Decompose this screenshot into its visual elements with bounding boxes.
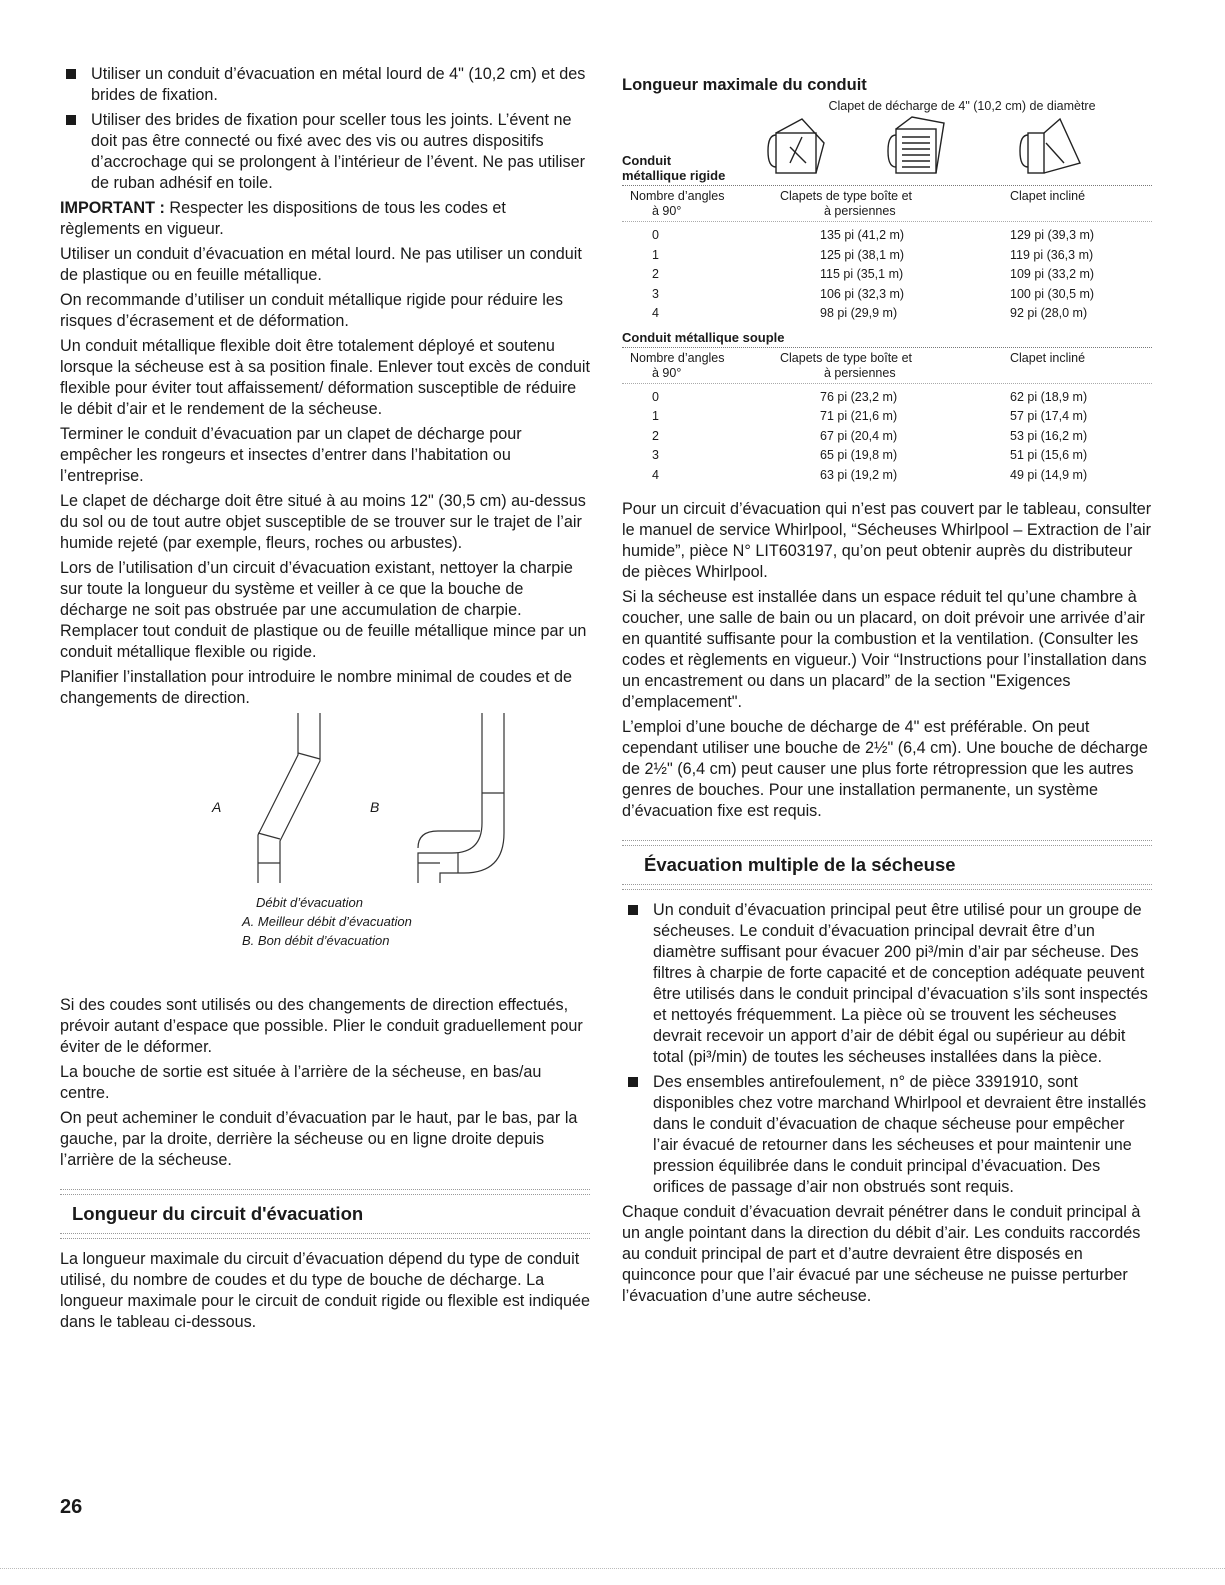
angled-hood-icon [1014,113,1094,185]
label-a: A [212,799,222,815]
bullet-clamps: Utiliser des brides de fixation pour sceller tous les joints. L’évent ne doit pas être connecté ou fixé avec des vis ou autres dispositifs d’accrochage qui se prolongent à l’intérieur de l’évent. Ne pas utiliser de ruban adhésif en toile. [60,110,590,194]
col-header-angled: Clapet incliné [1010,189,1086,203]
rigid-duct-label [622,153,725,183]
table-row: 4 98 pi (29,9 m) 92 pi (28,0 m) [652,306,1088,320]
important-lead: IMPORTANT : [60,199,165,217]
table-row: 3 106 pi (32,3 m) 100 pi (30,5 m) [652,286,1095,301]
rigid-rows [622,221,1152,324]
paragraph: Planifier l’installation pour introduire le nombre minimal de coudes et de changements de direction. [60,668,572,707]
clapet-caption: Clapet de décharge de 4" (10,2 cm) de diamètre [828,99,1096,113]
table-row: 1 71 pi (21,6 m) 57 pi (17,4 m) [652,409,1088,423]
paragraph: Utiliser un conduit d’évacuation en métal lourd. Ne pas utiliser un conduit de plastique ou en feuille métallique. [60,245,582,284]
section-rule [622,884,1152,890]
section-rule [60,1233,590,1239]
rigid-label-line1: Conduit [622,153,672,168]
flexible-duct-label: Conduit métallique souple [622,329,785,345]
table-row: 0 76 pi (23,2 m) 62 pi (18,9 m) [652,389,1088,404]
table-row: 0 135 pi (41,2 m) 129 pi (39,3 m) [652,228,1095,242]
paragraph: Chaque conduit d’évacuation devrait pénétrer dans le conduit principal à un angle pointant dans la direction du débit d’air. Les conduits raccordés au conduit principal de part et d’autre devraient être disposés en quinconce pour que l’air évacué par une sécheuse ne puisse perturber l’évacuation d’une autre sécheuse. [622,1203,1141,1305]
col-header-elbows: Nombre d’angles à 90° [630,189,725,218]
figure-caption-b: B. Bon débit d’évacuation [242,933,390,948]
paragraph: On peut acheminer le conduit d’évacuation par le haut, par le bas, par la gauche, par la droite, derrière la sécheuse ou en ligne droite depuis l’arrière de la sécheuse. [60,1109,578,1169]
table-header-row [622,348,1152,383]
important-note [60,198,590,240]
paragraph: Pour un circuit d’évacuation qui n’est pas couvert par le tableau, consulter le manuel de service Whirlpool, “Sécheuses Whirlpool – Extraction de l’air humide”, pièce N° LIT603197, qu’on peut obtenir auprès du distributeur de pièces Whirlpool. [622,500,1152,581]
figure-title: Débit d’évacuation [256,895,363,910]
table-row: 3 65 pi (19,8 m) 51 pi (15,6 m) [652,448,1088,462]
paragraph: Le clapet de décharge doit être situé à au moins 12" (30,5 cm) au-dessus du sol ou de tout autre objet susceptible de se trouver sur le trajet de l’air humide rejeté (par exemple, fleurs, roches ou arbustes). [60,492,586,552]
left-column [60,64,590,1337]
paragraph: Si la sécheuse est installée dans un espace réduit tel qu’une chambre à coucher, une salle de bain ou un placard, on doit prévoir une arrivée d’air en quantité suffisante pour la combustion et la ventilation. (Consulter les codes et règlements en vigueur.) Voir “Instructions pour l’installation dans un encastrement ou dans un placard” de la section "Exigences d’emplacement". [622,588,1147,711]
bullet-backdraft-kits: Des ensembles antirefoulement, n° de pièce 3391910, sont disponibles chez votre marchand Whirlpool et devraient être installés dans le conduit d’évacuation de chaque sécheuse pour empêcher l’air évacué de retourner dans les sécheuses et pour maintenir une pression équilibrée dans le conduit principal d’évacuation. Des orifices de passage d’air non obstrués sont requis. [622,1072,1152,1198]
bullet-main-duct: Un conduit d’évacuation principal peut être utilisé pour un groupe de sécheuses. Le conduit d’évacuation principal devrait être d’un diamètre suffisant pour évacuer 200 pi³/min d’air par sécheuse. Des filtres à charpie de forte capacité et de conception adéquate peuvent être utilisés dans le conduit principal d’évacuation s’ils sont inspectés et nettoyés fréquemment. La pièce où se trouvent les sécheuses devrait recevoir un apport d’air de débit égal ou supérieur au débit total (pi³/min) de toutes les sécheuses installées dans la pièce. [622,900,1152,1068]
col-header-box-louvered: Clapets de type boîte et à persiennes [780,189,913,218]
paragraph: La longueur maximale du circuit d’évacuation dépend du type de conduit utilisé, du nombre de coudes et du type de bouche de décharge. La longueur maximale pour le circuit de conduit rigide ou flexible est indiquée dans le tableau ci-dessous. [60,1250,590,1331]
rigid-duct-table [622,186,1152,324]
bottom-rule [0,1568,1225,1569]
section-title-vent-length: Longueur du circuit d'évacuation [72,1203,364,1224]
table-row: 2 115 pi (35,1 m) 109 pi (33,2 m) [652,267,1095,281]
table-row: 4 63 pi (19,2 m) 49 pi (14,9 m) [652,467,1088,482]
bullet-heavy-metal-duct: Utiliser un conduit d’évacuation en métal lourd de 4" (10,2 cm) et des brides de fixation. [60,64,590,106]
paragraph: Lors de l’utilisation d’un circuit d’évacuation existant, nettoyer la charpie sur toute la longueur du système et veiller à ce que la bouche de décharge ne soit pas obstruée par une accumulation de charpie. Remplacer tout conduit de plastique ou de feuille métallique mince par un conduit métallique flexible ou rigide. [60,559,587,661]
paragraph: Si des coudes sont utilisés ou des changements de direction effectués, prévoir autant d’espace que possible. Plier le conduit graduellement pour éviter de le déformer. [60,996,583,1056]
col-header-angled: Clapet incliné [1010,350,1086,365]
important-text: Respecter les dispositions de tous les codes et règlements en vigueur. [60,199,506,238]
table-heading: Longueur maximale du conduit [622,76,867,94]
section-title-multiple-exhaust: Évacuation multiple de la sécheuse [644,854,956,875]
page-number: 26 [60,1496,83,1518]
duct-diagram [180,713,520,888]
right-column [622,64,1152,1311]
rigid-label-line2: métallique rigide [622,168,726,183]
col-header-elbows: Nombre d’angles à 90° [630,350,725,380]
figure-caption-a: A. Meilleur débit d’évacuation [242,914,412,929]
exhaust-flow-figure [60,713,590,995]
table-row: 1 125 pi (38,1 m) 119 pi (36,3 m) [652,247,1094,262]
flexible-duct-table [622,348,1152,486]
paragraph: Un conduit métallique flexible doit être totalement déployé et soutenu lorsque la sécheuse est à sa position finale. Enlever tout excès de conduit flexible pour éviter tout affaissement/ déformation susceptible de réduire le débit d’air et le rendement de la sécheuse. [60,337,591,418]
table-row: 2 67 pi (20,4 m) 53 pi (16,2 m) [652,428,1088,443]
section-rule [622,840,1152,846]
louvered-hood-icon [882,113,962,185]
paragraph: La bouche de sortie est située à l’arrière de la sécheuse, en bas/au centre. [60,1063,542,1102]
box-hood-icon [762,113,842,185]
paragraph: L’emploi d’une bouche de décharge de 4" est préférable. On peut cependant utiliser une bouche de 2½" (6,4 cm). Une bouche de décharge de 2½" (6,4 cm) peut causer une plus forte rétropression que les autres genres de bouches. Pour une installation permanente, un système d’évacuation fixe est requis. [622,718,1148,820]
paragraph: Terminer le conduit d’évacuation par un clapet de décharge pour empêcher les rongeurs et insectes d’entrer dans l’habitation ou l’entreprise. [60,425,522,485]
table-header-row [622,186,1152,221]
section-rule [60,1189,590,1195]
flex-rows [622,383,1152,486]
paragraph: On recommande d’utiliser un conduit métallique rigide pour réduire les risques d’écrasement et de déformation. [60,291,563,330]
label-b: B [370,799,380,815]
col-header-box-louvered: Clapets de type boîte et à persiennes [780,350,913,380]
vent-hoods-illustration [622,113,1152,185]
